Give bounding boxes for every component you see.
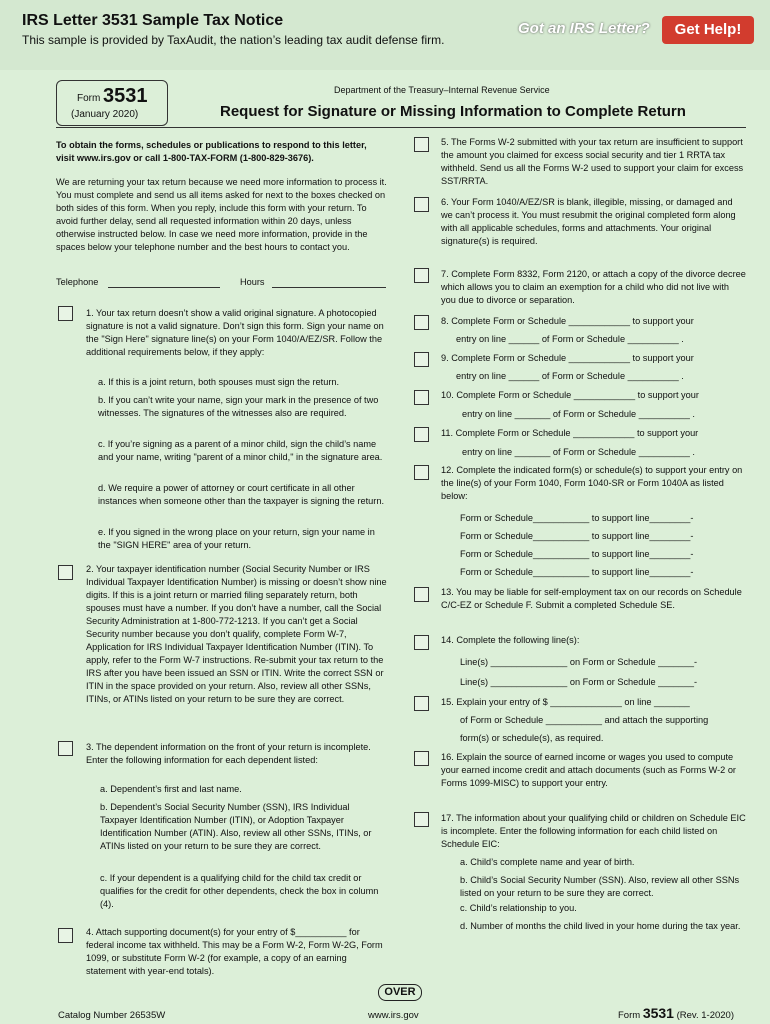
checkbox-item-5[interactable] (414, 137, 429, 152)
item-12-text: 12. Complete the indicated form(s) or schedule(s) to support your entry on the line(s) of your Form 1040, Form 1040-SR or Form 1040A as listed below: (441, 465, 743, 501)
telephone-field[interactable] (108, 287, 220, 288)
item-7-text: 7. Complete Form 8332, Form 2120, or attach a copy of the divorce decree which allows you to claim an exemption for a child who did not live with you due to divorce or separation. (441, 269, 746, 305)
form-id-box (56, 80, 168, 126)
telephone-label: Telephone (56, 277, 99, 287)
item-6-text: 6. Your Form 1040/A/EZ/SR is blank, illegible, missing, or damaged and we can’t process it. You must resubmit the original completed form along with all applicable schedules, forms and attachments. Your original signature(s) is required. (441, 197, 736, 246)
checkbox-item-3[interactable] (58, 741, 73, 756)
checkbox-item-16[interactable] (414, 751, 429, 766)
item-1b-text: b. If you can’t write your name, sign your mark in the presence of two witnesses. The signatures of the witnesses also are required. (98, 395, 379, 418)
item-5-text: 5. The Forms W-2 submitted with your tax return are insufficient to support the amount you claimed for excess social security and tier 1 RRTA tax withheld. Send us all the Forms W-2 used to support your claim for excess SST/RRTA. (441, 137, 744, 186)
item-2-text: 2. Your taxpayer identification number (Social Security Number or IRS Individual Taxpayer Identification Number) is missing or doesn’t show nine digits. If this is a joint return or married filing separately return, both spouses must have a number. If you don’t have a number, call the Social Security Administration at 1-800-772-1213. If you can’t get a Social Security number because you don’t qualify, complete Form W-7, Application for IRS Individual Taxpayer Identification Number (ITIN). To apply, refer to the Form W-7 instructions. Re-submit your tax return to the IRS after you have been issued an SSN or ITIN. Write the correct SSN or ITIN in the space provided on your return. Also, review all other SSNs, ITINs, or ATINs listed on your return to be sure they are correct. (86, 564, 387, 704)
form-label: Form (77, 93, 101, 104)
item-15-line-2: of Form or Schedule ___________ and attach the supporting (460, 715, 709, 725)
item-1-text: 1. Your tax return doesn’t show a valid original signature. A photocopied signature is not a valid signature. Don’t sign this form. Sign your name on the "Sign Here" signature line(s) on your Form 1040/A/EZ/SR. Follow the additional requirements below, if they apply: (86, 308, 384, 357)
banner-title: IRS Letter 3531 Sample Tax Notice (22, 12, 284, 29)
promo-banner (0, 0, 770, 52)
checkbox-item-1[interactable] (58, 306, 73, 321)
checkbox-item-17[interactable] (414, 812, 429, 827)
checkbox-item-12[interactable] (414, 465, 429, 480)
item-16-text: 16. Explain the source of earned income or wages you used to compute your earned income credit and attach documents (such as Forms W-2 or Forms 1099-MISC) to support your entry. (441, 752, 736, 788)
header-divider (56, 127, 746, 128)
form-date: (January 2020) (71, 109, 139, 120)
item-1e-text: e. If you signed in the wrong place on your return, sign your name in the "SIGN HERE" area of your return. (98, 527, 375, 550)
footer-form-id (618, 1005, 734, 1021)
obtain-forms-note: To obtain the forms, schedules or publications to respond to this letter, visit www.irs.gov or call 1-800-TAX-FORM (1-800-829-3676). (56, 140, 367, 163)
item-13-text: 13. You may be liable for self-employment tax on our records on Schedule C/C-EZ or Schedule F. Submit a completed Schedule SE. (441, 587, 742, 610)
item-14-text: 14. Complete the following line(s): (441, 635, 580, 645)
footer-form-label: Form (618, 1010, 641, 1021)
item-4-text: 4. Attach supporting document(s) for your entry of $__________ for federal income tax withheld. This may be a Form W-2, Form W-2G, Form 1099, or substitute Form W-2 (for example, a copy of an earning statement with year-end totals). (86, 927, 383, 976)
item-3-text: 3. The dependent information on the front of your return is incomplete. Enter the following information for each dependent listed: (86, 742, 371, 765)
over-indicator: OVER (378, 984, 422, 1001)
hours-label: Hours (240, 277, 265, 287)
catalog-number: Catalog Number 26535W (58, 1010, 166, 1021)
item-17d-text: d. Number of months the child lived in your home during the tax year. (460, 921, 741, 931)
item-9-line-text: entry on line ______ of Form or Schedule __________ . (456, 371, 684, 381)
item-1a-text: a. If this is a joint return, both spouses must sign the return. (98, 377, 340, 387)
returning-explanation: We are returning your tax return because we need more information to process it. You must complete and send us all items asked for next to the boxes checked on both sides of this form. When you reply, include this form with your return. To avoid further delay, send all requested information within 20 days, unless otherwise instructed below. In case we need more information, provide in the spaces below your telephone number and the best hours to contact you. (56, 177, 387, 252)
department: Department of the Treasury–Internal Revenue Service (334, 85, 550, 95)
item-15-line-3: form(s) or schedule(s), as required. (460, 733, 604, 743)
item-8-text: 8. Complete Form or Schedule ____________ to support your (441, 316, 694, 326)
item-10-line-text: entry on line _______ of Form or Schedule __________ . (462, 409, 695, 419)
item-11-text: 11. Complete Form or Schedule ____________ to support your (441, 428, 699, 438)
footer-rev: (Rev. 1-2020) (676, 1010, 734, 1021)
item-17a-text: a. Child’s complete name and year of birth. (460, 857, 635, 867)
item-14-row: Line(s) _______________ on Form or Schedule _______- (460, 657, 698, 667)
item-12-row: Form or Schedule___________ to support line________- (460, 549, 694, 559)
hours-field[interactable] (272, 287, 386, 288)
get-help-button[interactable]: Get Help! (662, 16, 754, 44)
checkbox-item-6[interactable] (414, 197, 429, 212)
checkbox-item-14[interactable] (414, 635, 429, 650)
checkbox-item-11[interactable] (414, 427, 429, 442)
item-8-line-text: entry on line ______ of Form or Schedule __________ . (456, 334, 684, 344)
item-12-row: Form or Schedule___________ to support line________- (460, 513, 694, 523)
checkbox-item-9[interactable] (414, 352, 429, 367)
item-17c-text: c. Child’s relationship to you. (460, 903, 577, 913)
website-link[interactable]: www.irs.gov (368, 1010, 419, 1021)
item-11-line-text: entry on line _______ of Form or Schedule __________ . (462, 447, 695, 457)
item-1c-text: c. If you’re signing as a parent of a minor child, sign the child’s name and your name, writing "parent of a minor child," in the signature area. (98, 439, 383, 462)
footer-form-number: 3531 (642, 1005, 674, 1021)
item-12-row: Form or Schedule___________ to support line________- (460, 567, 694, 577)
item-14-row: Line(s) _______________ on Form or Schedule _______- (460, 677, 698, 687)
page-title: Request for Signature or Missing Information to Complete Return (220, 103, 686, 120)
cta-text: Got an IRS Letter? (518, 20, 650, 37)
banner-subtitle: This sample is provided by TaxAudit, the nation’s leading tax audit defense firm. (22, 33, 445, 47)
checkbox-item-13[interactable] (414, 587, 429, 602)
checkbox-item-4[interactable] (58, 928, 73, 943)
item-12-row: Form or Schedule___________ to support line________- (460, 531, 694, 541)
checkbox-item-15[interactable] (414, 696, 429, 711)
form-number: 3531 (103, 85, 148, 107)
item-17b-text: b. Child’s Social Security Number (SSN). Also, review all other SSNs listed on your return to be sure they are correct. (460, 875, 740, 898)
item-10-text: 10. Complete Form or Schedule ____________ to support your (441, 390, 699, 400)
item-3c-text: c. If your dependent is a qualifying child for the child tax credit or qualifies for the credit for other dependents, check the box in column (4). (100, 873, 379, 909)
item-1d-text: d. We require a power of attorney or court certificate in all other instances when someone other than the taxpayer is signing the return. (98, 483, 385, 506)
item-15-text: 15. Explain your entry of $ ______________ on line _______ (441, 697, 690, 707)
checkbox-item-7[interactable] (414, 268, 429, 283)
item-3a-text: a. Dependent’s first and last name. (100, 784, 242, 794)
item-9-text: 9. Complete Form or Schedule ____________ to support your (441, 353, 694, 363)
checkbox-item-2[interactable] (58, 565, 73, 580)
item-17-text: 17. The information about your qualifying child or children on Schedule EIC is incomplete. Enter the following information for each child listed on Schedule EIC: (441, 813, 746, 849)
checkbox-item-8[interactable] (414, 315, 429, 330)
checkbox-item-10[interactable] (414, 390, 429, 405)
item-3b-text: b. Dependent’s Social Security Number (SSN), IRS Individual Taxpayer Identification Number (ITIN), or Adoption Taxpayer Identification Number (ATIN). Also, review all other SSNs, ITINs, or ATINs listed on your return to be sure they are correct. (100, 802, 372, 851)
